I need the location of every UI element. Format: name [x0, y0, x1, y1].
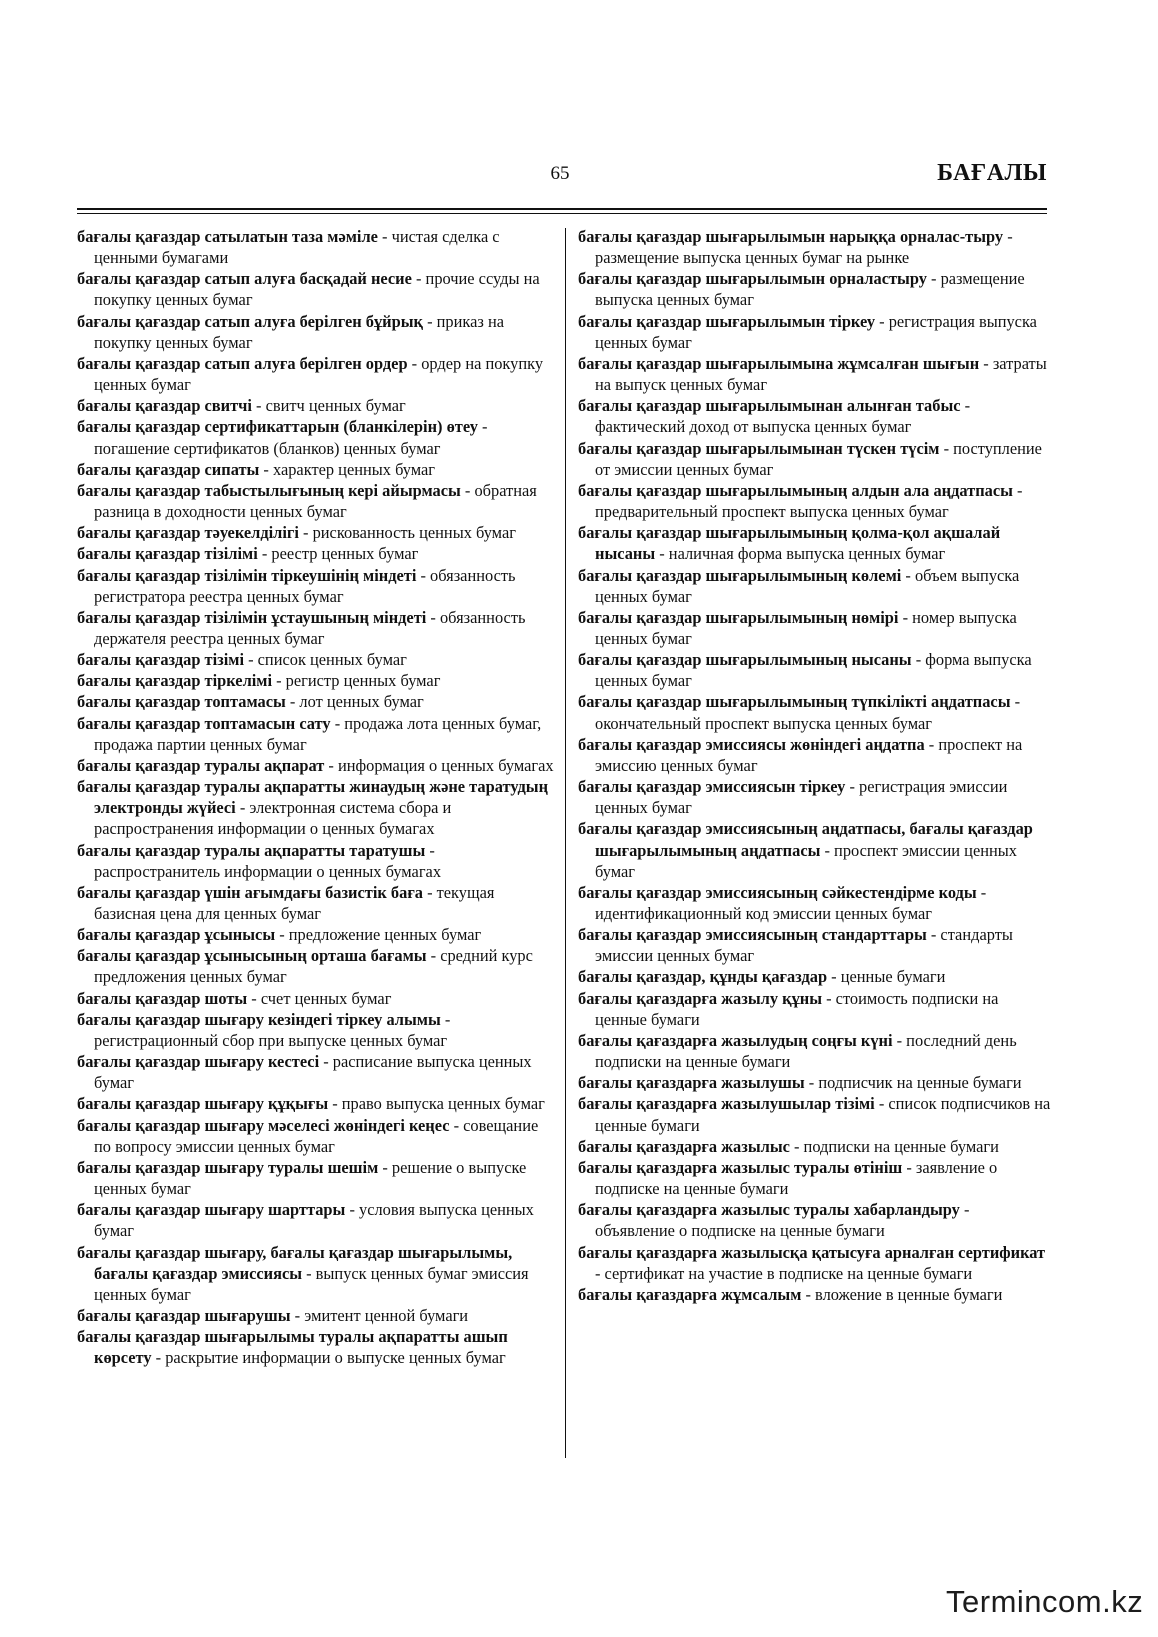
entry-term: бағалы қағаздар эмиссиясы жөніндегі аңдатпа — [578, 734, 925, 754]
dictionary-entry — [578, 353, 1053, 395]
entry-definition: - размещение выпуска ценных бумаг — [595, 269, 1025, 310]
dictionary-entry — [77, 1009, 555, 1051]
entry-term: бағалы қағаздар эмиссиясын тіркеу — [578, 777, 846, 797]
dictionary-entry — [578, 1030, 1053, 1072]
entry-term: бағалы қағаздар шығару кестесі — [77, 1052, 320, 1072]
entry-definition: - предложение ценных бумаг — [275, 925, 482, 945]
dictionary-entry — [578, 311, 1053, 353]
entry-definition: - регистр ценных бумаг — [272, 671, 441, 691]
entry-term: бағалы қағаздар шоты — [77, 988, 248, 1008]
dictionary-entry — [578, 480, 1053, 522]
entry-definition: - окончательный проспект выпуска ценных бумаг — [595, 692, 1021, 733]
entry-definition: - идентификационный код эмиссии ценных бумаг — [595, 882, 987, 923]
entry-definition: - обязанность держателя реестра ценных бумаг — [94, 607, 526, 648]
entry-term: бағалы қағаздар шығарушы — [77, 1305, 291, 1325]
entry-definition: - средний курс предложения ценных бумаг — [94, 946, 533, 987]
entry-definition: - лот ценных бумаг — [285, 692, 424, 712]
entry-definition: - ордер на покупку ценных бумаг — [94, 353, 544, 395]
dictionary-entry — [77, 691, 555, 712]
entry-term: бағалы қағаздар шығарылымы туралы ақпаратты ашып көрсету — [77, 1327, 508, 1368]
entry-term: бағалы қағаздар шығару кезіндегі тіркеу алымы — [77, 1009, 441, 1029]
entry-term: бағалы қағаздар туралы ақпарат — [77, 755, 325, 775]
entry-term: бағалы қағаздар сатып алуға берілген ордер — [77, 353, 408, 373]
column-divider — [565, 228, 566, 1458]
entry-definition: - ценные бумаги — [827, 967, 946, 987]
entry-term: бағалы қағаздар шығару туралы шешім — [77, 1157, 379, 1177]
entry-term: бағалы қағаздар ұсынысы — [77, 925, 276, 945]
entry-term: бағалы қағаздар тәуекелділігі — [77, 523, 299, 543]
entry-term: бағалы қағаздар шығарылымының нөмірі — [578, 607, 899, 627]
entry-term: бағалы қағаздар шығарылымына жұмсалған шығын — [578, 353, 980, 373]
entry-term: бағалы қағаздарға жазылысқа қатысуға арналған сертификат — [578, 1242, 1046, 1262]
entry-definition: - чистая сделка с ценными бумагами — [94, 227, 500, 268]
dictionary-entry — [578, 966, 1053, 987]
entry-definition: - сертификат на участие в подписке на ценные бумаги — [595, 1263, 973, 1283]
entry-term: бағалы қағаздар тізілімін тіркеушінің міндеті — [77, 565, 417, 585]
entry-definition: - список подписчиков на ценные бумаги — [595, 1094, 1051, 1135]
entry-definition: - предварительный проспект выпуска ценных бумаг — [595, 480, 1023, 522]
entry-definition: - объем выпуска ценных бумаг — [595, 565, 1020, 606]
entry-term: бағалы қағаздар сатып алуға басқадай несие — [77, 269, 412, 289]
dictionary-entry — [77, 776, 555, 839]
entry-definition: - решение о выпуске ценных бумаг — [94, 1157, 527, 1199]
dictionary-entry — [77, 311, 555, 353]
dictionary-entry — [578, 1284, 1053, 1305]
entry-definition: - последний день подписки на ценные бумаги — [595, 1030, 1017, 1072]
dictionary-entry — [578, 565, 1053, 607]
entry-term: бағалы қағаздар свитчі — [77, 396, 252, 416]
dictionary-entry — [77, 713, 555, 755]
header-rule-thick — [77, 208, 1047, 210]
entry-term: бағалы қағаздарға жазылудың соңғы күні — [578, 1030, 893, 1050]
entry-term: бағалы қағаздар шығарылымының қолма-қол ақшалай нысаны — [578, 523, 1001, 564]
dictionary-entry — [578, 438, 1053, 480]
entry-definition: - объявление о подписке на ценные бумаги — [595, 1200, 970, 1241]
entry-definition: - приказ на покупку ценных бумаг — [94, 311, 505, 352]
entry-definition: - подписки на ценные бумаги — [789, 1136, 999, 1156]
entry-term: бағалы қағаздар туралы ақпаратты жинаудың және таратудың электронды жүйесі — [77, 777, 549, 818]
entry-definition: - продажа лота ценных бумаг, продажа партии ценных бумаг — [94, 713, 542, 754]
dictionary-entry — [578, 395, 1053, 437]
entry-definition: - подписчик на ценные бумаги — [804, 1073, 1022, 1093]
entry-term: бағалы қағаздар сертификаттарын (бланкілерін) өтеу — [77, 417, 478, 437]
entry-term: бағалы қағаздар табыстылығының кері айырмасы — [77, 480, 461, 500]
logo-text: Termincom.kz — [946, 1584, 1144, 1619]
entry-term: бағалы қағаздар шығарылымын орналастыру — [578, 269, 927, 289]
entry-definition: - вложение в ценные бумаги — [801, 1284, 1003, 1304]
page-number: 65 — [550, 163, 570, 184]
dictionary-entry — [77, 1157, 555, 1199]
dictionary-entry — [578, 1136, 1053, 1157]
entry-term: бағалы қағаздар, құнды қағаздар — [578, 967, 828, 987]
dictionary-entry — [77, 1199, 555, 1241]
dictionary-entry — [578, 988, 1053, 1030]
entry-term: бағалы қағаздарға жазылу құны — [578, 988, 823, 1008]
dictionary-entry — [578, 924, 1053, 966]
dictionary-entry — [77, 353, 555, 395]
entry-term: бағалы қағаздар эмиссиясының стандарттары — [578, 925, 927, 945]
dictionary-entry — [77, 565, 555, 607]
entry-term: бағалы қағаздар эмиссиясының аңдатпасы, бағалы қағаздар шығарылымының аңдатпасы — [578, 819, 1033, 860]
header-rule-thin — [77, 213, 1047, 214]
entry-definition: - текущая базисная цена для ценных бумаг — [94, 882, 495, 923]
entry-term: бағалы қағаздар шығару құқығы — [77, 1094, 329, 1114]
dictionary-entry — [77, 522, 555, 543]
dictionary-entry — [77, 543, 555, 564]
dictionary-entry — [578, 1242, 1053, 1284]
dictionary-entry — [578, 226, 1053, 268]
entry-definition: - выпуск ценных бумаг эмиссия ценных бумаг — [94, 1263, 529, 1304]
entry-definition: - совещание по вопросу эмиссии ценных бумаг — [94, 1115, 539, 1156]
entry-term: бағалы қағаздарға жазылыс — [578, 1136, 790, 1156]
entry-definition: - реестр ценных бумаг — [257, 544, 419, 564]
dictionary-entry — [77, 1242, 555, 1305]
dictionary-entry — [77, 1051, 555, 1093]
dictionary-entry — [77, 395, 555, 416]
dictionary-entry — [578, 691, 1053, 733]
entry-term: бағалы қағаздар шығарылымынан алынған табыс — [578, 396, 961, 416]
dictionary-entry — [77, 268, 555, 310]
dictionary-entry — [77, 607, 555, 649]
entry-definition: - характер ценных бумаг — [259, 459, 436, 479]
entry-term: бағалы қағаздар шығару, бағалы қағаздар шығарылымы, бағалы қағаздар эмиссиясы — [77, 1242, 513, 1283]
entry-term: бағалы қағаздар тізілімін ұстаушының міндеті — [77, 607, 427, 627]
entry-term: бағалы қағаздар шығарылымынан түскен түсім — [578, 438, 940, 458]
entry-term: бағалы қағаздар шығарылымын тіркеу — [578, 311, 876, 331]
entry-definition: - раскрытие информации о выпуске ценных бумаг — [151, 1348, 506, 1368]
entry-term: бағалы қағаздар шығару шарттары — [77, 1200, 346, 1220]
entry-term: бағалы қағаздар топтамасын сату — [77, 713, 331, 733]
entry-definition: - заявление о подписке на ценные бумаги — [595, 1157, 998, 1199]
entry-term: бағалы қағаздар шығарылымының нысаны — [578, 650, 912, 670]
entry-definition: - проспект эмиссии ценных бумаг — [595, 840, 1017, 881]
dictionary-entry — [77, 416, 555, 458]
entry-definition: - свитч ценных бумаг — [251, 396, 406, 416]
entry-definition: - эмитент ценной бумаги — [290, 1305, 469, 1325]
dictionary-entry — [578, 607, 1053, 649]
site-logo — [946, 1584, 1146, 1624]
dictionary-entry — [77, 480, 555, 522]
entry-term: бағалы қағаздар шығарылымының көлемі — [578, 565, 902, 585]
entry-definition: - фактический доход от выпуска ценных бумаг — [595, 396, 971, 437]
entry-term: бағалы қағаздар топтамасы — [77, 692, 286, 712]
dictionary-entry — [578, 1072, 1053, 1093]
entry-definition: - информация о ценных бумагах — [324, 755, 554, 775]
entry-definition: - стоимость подписки на ценные бумаги — [595, 988, 999, 1029]
dictionary-entry — [578, 522, 1053, 564]
dictionary-entry — [578, 1199, 1053, 1241]
entry-term: бағалы қағаздар шығарылымының алдын ала аңдатпасы — [578, 480, 1013, 500]
dictionary-entry — [77, 924, 555, 945]
dictionary-entry — [77, 1093, 555, 1114]
entry-definition: - форма выпуска ценных бумаг — [595, 650, 1032, 691]
dictionary-entry — [77, 755, 555, 776]
entry-term: бағалы қағаздар сатылатын таза мәміле — [77, 227, 378, 246]
entry-definition: - регистрация эмиссии ценных бумаг — [595, 777, 1008, 818]
dictionary-entry — [77, 840, 555, 882]
dictionary-entry — [77, 670, 555, 691]
dictionary-entry — [77, 1115, 555, 1157]
entry-definition: - поступление от эмиссии ценных бумаг — [595, 438, 1042, 479]
entry-term: бағалы қағаздарға жұмсалым — [578, 1284, 802, 1304]
entry-definition: - распространитель информации о ценных бумагах — [94, 840, 442, 881]
entry-definition: - затраты на выпуск ценных бумаг — [595, 353, 1047, 395]
entry-definition: - номер выпуска ценных бумаг — [595, 607, 1017, 648]
dictionary-entry — [578, 818, 1053, 881]
dictionary-entry — [578, 268, 1053, 310]
entry-term: бағалы қағаздарға жазылыс туралы хабарландыру — [578, 1200, 960, 1220]
entry-term: бағалы қағаздар эмиссиясының сәйкестендірме коды — [578, 882, 977, 902]
entry-term: бағалы қағаздар шығарылымының түпкілікті аңдатпасы — [578, 692, 1011, 712]
dictionary-entry — [578, 1157, 1053, 1199]
entry-term: бағалы қағаздарға жазылыс туралы өтініш — [578, 1157, 903, 1177]
entry-definition: - регистрационный сбор при выпуске ценных бумаг — [94, 1009, 451, 1050]
entry-term: бағалы қағаздар ұсынысының орташа бағамы — [77, 946, 427, 966]
entry-definition: - рискованность ценных бумаг — [298, 523, 516, 543]
entry-definition: - электронная система сбора и распространения информации о ценных бумагах — [94, 798, 452, 839]
entry-definition: - счет ценных бумаг — [247, 988, 392, 1008]
entry-definition: - размещение выпуска ценных бумаг на рынке — [595, 227, 1013, 268]
dictionary-entry — [578, 734, 1053, 776]
entry-definition: - погашение сертификатов (бланков) ценных бумаг — [94, 417, 488, 458]
dictionary-entry — [77, 988, 555, 1009]
entry-term: бағалы қағаздар шығарылымын нарыққа орналас-тыру — [578, 227, 1004, 246]
dictionary-entry — [77, 945, 555, 987]
entry-definition: - расписание выпуска ценных бумаг — [94, 1052, 532, 1093]
entry-term: бағалы қағаздар тізілімі — [77, 544, 258, 564]
entry-definition: - регистрация выпуска ценных бумаг — [595, 311, 1037, 352]
entry-definition: - наличная форма выпуска ценных бумаг — [655, 544, 946, 564]
entry-term: бағалы қағаздар үшін ағымдағы базистік баға — [77, 882, 423, 902]
entry-term: бағалы қағаздарға жазылушылар тізімі — [578, 1094, 875, 1114]
dictionary-entry — [77, 1305, 555, 1326]
entry-term: бағалы қағаздар тізімі — [77, 650, 244, 670]
entry-definition: - обратная разница в доходности ценных бумаг — [94, 480, 537, 522]
head-word: БАҒАЛЫ — [937, 160, 1047, 186]
entry-term: бағалы қағаздар туралы ақпаратты таратушы — [77, 840, 426, 860]
entry-term: бағалы қағаздар тіркелімі — [77, 671, 273, 691]
dictionary-entry — [578, 882, 1053, 924]
dictionary-entry — [77, 882, 555, 924]
entry-term: бағалы қағаздар шығару мәселесі жөніндегі кеңес — [77, 1115, 450, 1135]
dictionary-entry — [578, 649, 1053, 691]
entry-definition: - условия выпуска ценных бумаг — [94, 1200, 534, 1241]
dictionary-entry — [77, 649, 555, 670]
entry-term: бағалы қағаздарға жазылушы — [578, 1073, 805, 1093]
entry-definition: - право выпуска ценных бумаг — [328, 1094, 545, 1114]
entry-term: бағалы қағаздар сатып алуға берілген бұйрық — [77, 311, 423, 331]
entry-definition: - прочие ссуды на покупку ценных бумаг — [94, 269, 540, 310]
entry-definition: - обязанность регистратора реестра ценных бумаг — [94, 565, 516, 606]
dictionary-entry — [77, 1326, 555, 1368]
right-column — [578, 226, 1053, 1305]
dictionary-entry — [77, 459, 555, 480]
dictionary-entry — [578, 776, 1053, 818]
left-column — [77, 226, 555, 1368]
dictionary-entry — [77, 226, 555, 268]
dictionary-entry — [578, 1093, 1053, 1135]
entry-definition: - стандарты эмиссии ценных бумаг — [595, 925, 1013, 966]
entry-term: бағалы қағаздар сипаты — [77, 459, 260, 479]
entry-definition: - список ценных бумаг — [244, 650, 407, 670]
entry-definition: - проспект на эмиссию ценных бумаг — [595, 734, 1023, 775]
